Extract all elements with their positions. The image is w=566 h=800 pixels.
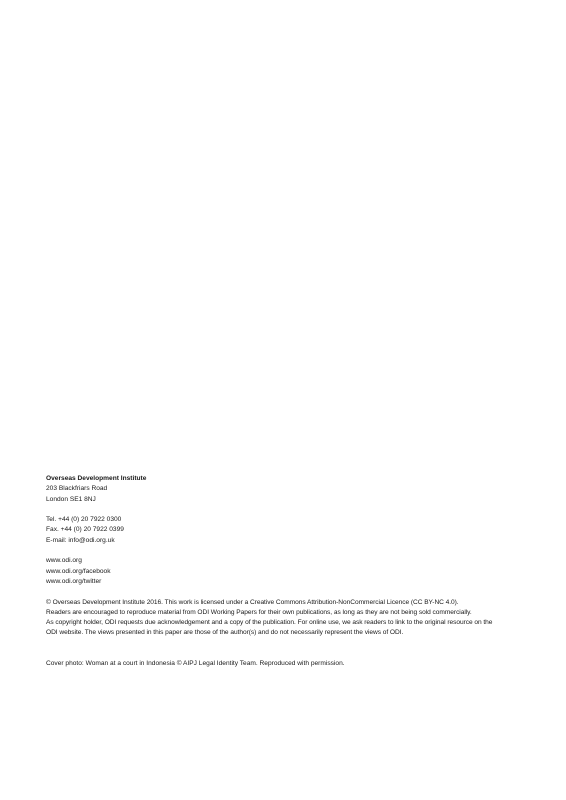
reproduction-line: Readers are encouraged to reproduce material from ODI Working Papers for their own publications, as long as they are not being sold commercially. — [46, 608, 472, 616]
copyright-line: © Overseas Development Institute 2016. This work is licensed under a Creative Commons Attribution-NonCommercial Licence (CC BY-NC 4.0). — [46, 598, 459, 606]
cover-photo-credit: Cover photo: Woman at a court in Indonesia © AIPJ Legal Identity Team. Reproduced with permission. — [46, 660, 345, 668]
email-address: E-mail: info@odi.org.uk — [46, 536, 115, 544]
organisation-name: Overseas Development Institute — [46, 475, 147, 482]
acknowledgement-line: As copyright holder, ODI requests due acknowledgement and a copy of the publication. For online use, we ask readers to link to the original resource on the — [46, 619, 493, 627]
copyright-notice — [46, 598, 526, 639]
contact-block — [46, 515, 526, 546]
disclaimer-line: ODI website. The views presented in this paper are those of the author(s) and do not necessarily represent the views of ODI. — [46, 629, 404, 637]
web-links-block — [46, 556, 526, 587]
website-link[interactable]: www.odi.org — [46, 557, 82, 565]
facebook-link[interactable]: www.odi.org/facebook — [46, 567, 111, 575]
spacer — [46, 505, 526, 515]
address-line-street: 203 Blackfriars Road — [46, 485, 108, 493]
telephone-number: Tel. +44 (0) 20 7922 0300 — [46, 516, 122, 524]
spacer — [46, 546, 526, 556]
publication-colophon — [46, 474, 526, 670]
twitter-link[interactable]: www.odi.org/twitter — [46, 577, 102, 585]
address-line-city: London SE1 8NJ — [46, 495, 96, 503]
spacer — [46, 587, 526, 597]
fax-number: Fax. +44 (0) 20 7922 0399 — [46, 526, 124, 534]
address-block — [46, 474, 526, 505]
